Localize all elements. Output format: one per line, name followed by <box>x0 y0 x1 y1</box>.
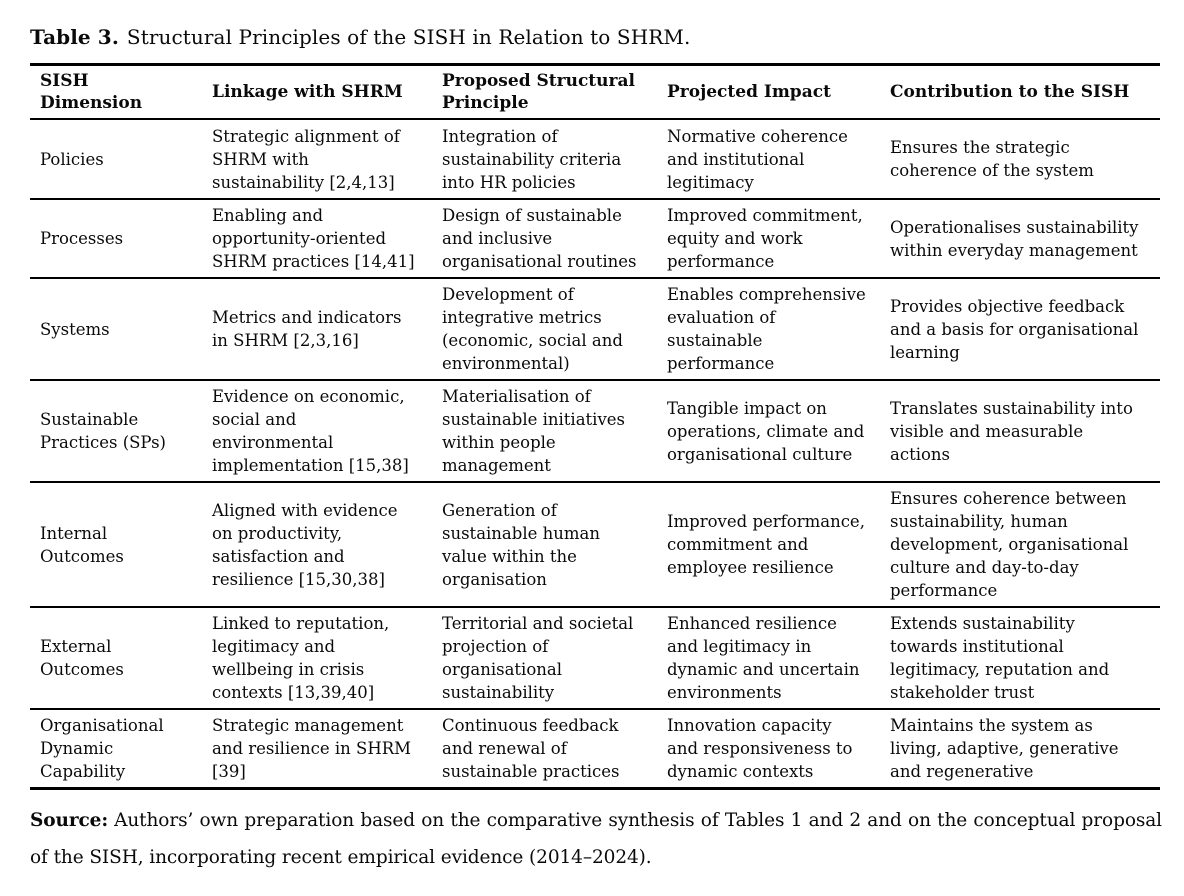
cell-contribution: Operationalises sustainability within everyday management <box>880 199 1160 278</box>
table-row <box>30 607 1160 709</box>
cell-dimension: External Outcomes <box>30 607 202 709</box>
table-caption-label: Table 3. <box>30 25 119 49</box>
cell-impact: Enables comprehensive evaluation of sustainable performance <box>657 278 880 380</box>
cell-principle: Development of integrative metrics (economic, social and environmental) <box>432 278 657 380</box>
source-note-label: Source: <box>30 810 109 831</box>
cell-linkage: Metrics and indicators in SHRM [2,3,16] <box>202 278 432 380</box>
cell-linkage: Strategic management and resilience in SHRM [39] <box>212 716 412 781</box>
cell-principle: Territorial and societal projection of organisational sustainability <box>432 607 657 709</box>
table-caption <box>30 24 1160 50</box>
cell-linkage: Enabling and opportunity-oriented SHRM practices [14,41] <box>202 199 432 278</box>
cell-contribution: Maintains the system as living, adaptive, generative and regenerative <box>890 716 1119 781</box>
source-note <box>30 802 1162 876</box>
table-header-row <box>30 65 1160 120</box>
cell-impact: Improved commitment, equity and work performance <box>657 199 880 278</box>
cell-linkage: Evidence on economic, social and environmental implementation [15,38] <box>202 380 432 482</box>
cell-dimension: Organisational Dynamic Capability <box>40 716 164 781</box>
cell-dimension: Sustainable Practices (SPs) <box>30 380 202 482</box>
table-row <box>30 119 1160 199</box>
column-header-structural-principle: Proposed Structural Principle <box>432 65 657 120</box>
cell-impact: Enhanced resilience and legitimacy in dynamic and uncertain environments <box>657 607 880 709</box>
cell-dimension: Systems <box>30 278 202 380</box>
cell-dimension: Internal Outcomes <box>30 482 202 607</box>
cell-principle: Integration of sustainability criteria into HR policies <box>432 119 657 199</box>
cell-dimension: Processes <box>30 199 202 278</box>
cell-contribution: Extends sustainability towards institutional legitimacy, reputation and stakeholder trust <box>880 607 1160 709</box>
cell-impact: Tangible impact on operations, climate and organisational culture <box>657 380 880 482</box>
cell-impact: Innovation capacity and responsiveness to dynamic contexts <box>667 716 853 781</box>
cell-impact: Improved performance, commitment and employee resilience <box>657 482 880 607</box>
table-body <box>30 119 1160 789</box>
cell-contribution: Ensures the strategic coherence of the system <box>880 119 1160 199</box>
source-note-text: Authors’ own preparation based on the comparative synthesis of Tables 1 and 2 and on the conceptual proposal of the SISH, incorporating recent empirical evidence (2014–2024). <box>30 810 1162 868</box>
table-row <box>30 482 1160 607</box>
table-row <box>30 709 1160 789</box>
cell-linkage: Aligned with evidence on productivity, satisfaction and resilience [15,30,38] <box>202 482 432 607</box>
column-header-sish-dimension: SISH Dimension <box>30 65 202 120</box>
table-row <box>30 278 1160 380</box>
cell-dimension: Policies <box>30 119 202 199</box>
cell-linkage: Linked to reputation, legitimacy and wellbeing in crisis contexts [13,39,40] <box>202 607 432 709</box>
table-header <box>30 65 1160 120</box>
table-row <box>30 199 1160 278</box>
table-caption-text: Structural Principles of the SISH in Relation to SHRM. <box>126 25 691 49</box>
cell-contribution: Provides objective feedback and a basis for organisational learning <box>880 278 1160 380</box>
column-header-contribution-sish: Contribution to the SISH <box>880 65 1160 120</box>
cell-principle: Continuous feedback and renewal of sustainable practices <box>442 716 620 781</box>
sish-shrm-table <box>30 63 1160 790</box>
cell-contribution: Translates sustainability into visible and measurable actions <box>880 380 1160 482</box>
cell-impact: Normative coherence and institutional legitimacy <box>657 119 880 199</box>
cell-linkage: Strategic alignment of SHRM with sustainability [2,4,13] <box>202 119 432 199</box>
table-row <box>30 380 1160 482</box>
cell-principle: Design of sustainable and inclusive organisational routines <box>432 199 657 278</box>
cell-principle: Materialisation of sustainable initiatives within people management <box>432 380 657 482</box>
cell-contribution: Ensures coherence between sustainability, human development, organisational culture and day-to-day performance <box>880 482 1160 607</box>
column-header-projected-impact: Projected Impact <box>657 65 880 120</box>
column-header-linkage-shrm: Linkage with SHRM <box>202 65 432 120</box>
cell-principle: Generation of sustainable human value within the organisation <box>432 482 657 607</box>
